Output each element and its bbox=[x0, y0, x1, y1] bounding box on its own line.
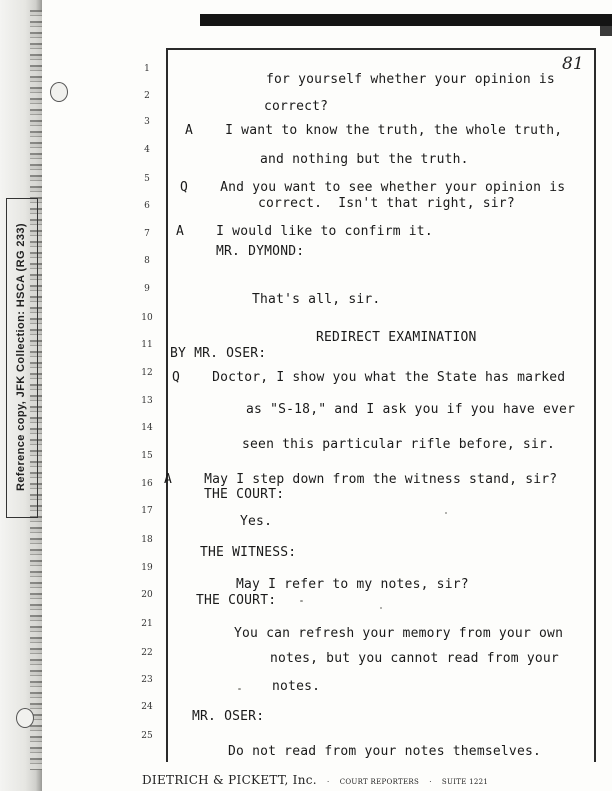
line-number: 20 bbox=[141, 590, 153, 600]
scan-speck bbox=[380, 607, 382, 609]
line-number: 18 bbox=[141, 535, 153, 545]
line-number: 16 bbox=[141, 479, 153, 489]
line-number: 4 bbox=[144, 145, 150, 155]
transcript-line: Q And you want to see whether your opinion is bbox=[180, 180, 566, 195]
line-number: 19 bbox=[141, 563, 153, 573]
transcript-line: THE WITNESS: bbox=[200, 545, 297, 560]
transcript-line: BY MR. OSER: bbox=[170, 346, 267, 361]
scan-speck bbox=[445, 512, 447, 514]
line-number: 10 bbox=[141, 313, 153, 323]
transcript-line: as "S-18," and I ask you if you have ever bbox=[246, 402, 576, 417]
transcript-line: A I would like to confirm it. bbox=[176, 224, 433, 239]
transcript-line: for yourself whether your opinion is bbox=[266, 72, 555, 87]
line-number: 3 bbox=[144, 117, 150, 127]
footer: DIETRICH & PICKETT, Inc. · COURT REPORTERS · SUITE 1221 bbox=[142, 773, 489, 787]
transcript-line: Yes. bbox=[240, 514, 273, 529]
transcript-line: Q Doctor, I show you what the State has marked bbox=[172, 370, 566, 385]
transcript-line: notes. bbox=[272, 679, 321, 694]
line-number: 12 bbox=[141, 368, 153, 378]
line-number: 7 bbox=[144, 229, 150, 239]
line-number: 22 bbox=[141, 648, 153, 658]
scan-top-bar-edge bbox=[600, 26, 612, 36]
transcript-line: A May I step down from the witness stand, sir? bbox=[164, 472, 558, 487]
line-number: 21 bbox=[141, 619, 153, 629]
transcript-line: notes, but you cannot read from your bbox=[270, 651, 559, 666]
transcript-line: correct. Isn't that right, sir? bbox=[258, 196, 515, 211]
line-number: 11 bbox=[141, 340, 153, 350]
transcript-line: and nothing but the truth. bbox=[260, 152, 469, 167]
line-number: 5 bbox=[144, 174, 150, 184]
transcript-line: A I want to know the truth, the whole truth, bbox=[185, 123, 563, 138]
transcript-line: May I refer to my notes, sir? bbox=[236, 577, 469, 592]
transcript-line: MR. OSER: bbox=[192, 709, 265, 724]
binder-hole-top bbox=[50, 82, 68, 102]
line-number: 25 bbox=[141, 731, 153, 741]
transcript-line: THE COURT: bbox=[196, 593, 277, 608]
line-number: 1 bbox=[144, 64, 150, 74]
scan-speck bbox=[300, 600, 303, 602]
reference-stamp-text: Reference copy, JFK Collection: HSCA (RG 233) bbox=[15, 223, 27, 491]
transcript-line: REDIRECT EXAMINATION bbox=[316, 330, 477, 345]
footer-reporters: COURT REPORTERS bbox=[339, 778, 420, 786]
footer-firm: DIETRICH & PICKETT, Inc. bbox=[142, 773, 317, 787]
transcript-line: Do not read from your notes themselves. bbox=[228, 744, 542, 759]
footer-suite: SUITE 1221 bbox=[441, 778, 489, 786]
transcript-line: That's all, sir. bbox=[252, 292, 381, 307]
scan-top-bar bbox=[200, 14, 612, 26]
transcript-line: THE COURT: bbox=[204, 487, 285, 502]
transcript-line: You can refresh your memory from your own bbox=[234, 626, 564, 641]
page-number: 81 bbox=[562, 54, 584, 74]
line-number: 13 bbox=[141, 396, 153, 406]
line-number: 9 bbox=[144, 284, 150, 294]
scan-speck bbox=[238, 688, 241, 690]
line-number: 17 bbox=[141, 506, 153, 516]
binder-hole-bottom bbox=[16, 708, 34, 728]
line-number: 2 bbox=[144, 91, 150, 101]
line-number: 23 bbox=[141, 675, 153, 685]
transcript-line: MR. DYMOND: bbox=[216, 244, 305, 259]
transcript-line: seen this particular rifle before, sir. bbox=[242, 437, 556, 452]
line-number: 14 bbox=[141, 423, 153, 433]
line-number: 15 bbox=[141, 451, 153, 461]
line-number: 6 bbox=[144, 201, 150, 211]
line-number: 8 bbox=[144, 256, 150, 266]
line-number: 24 bbox=[141, 702, 153, 712]
transcript-line: correct? bbox=[264, 99, 329, 114]
